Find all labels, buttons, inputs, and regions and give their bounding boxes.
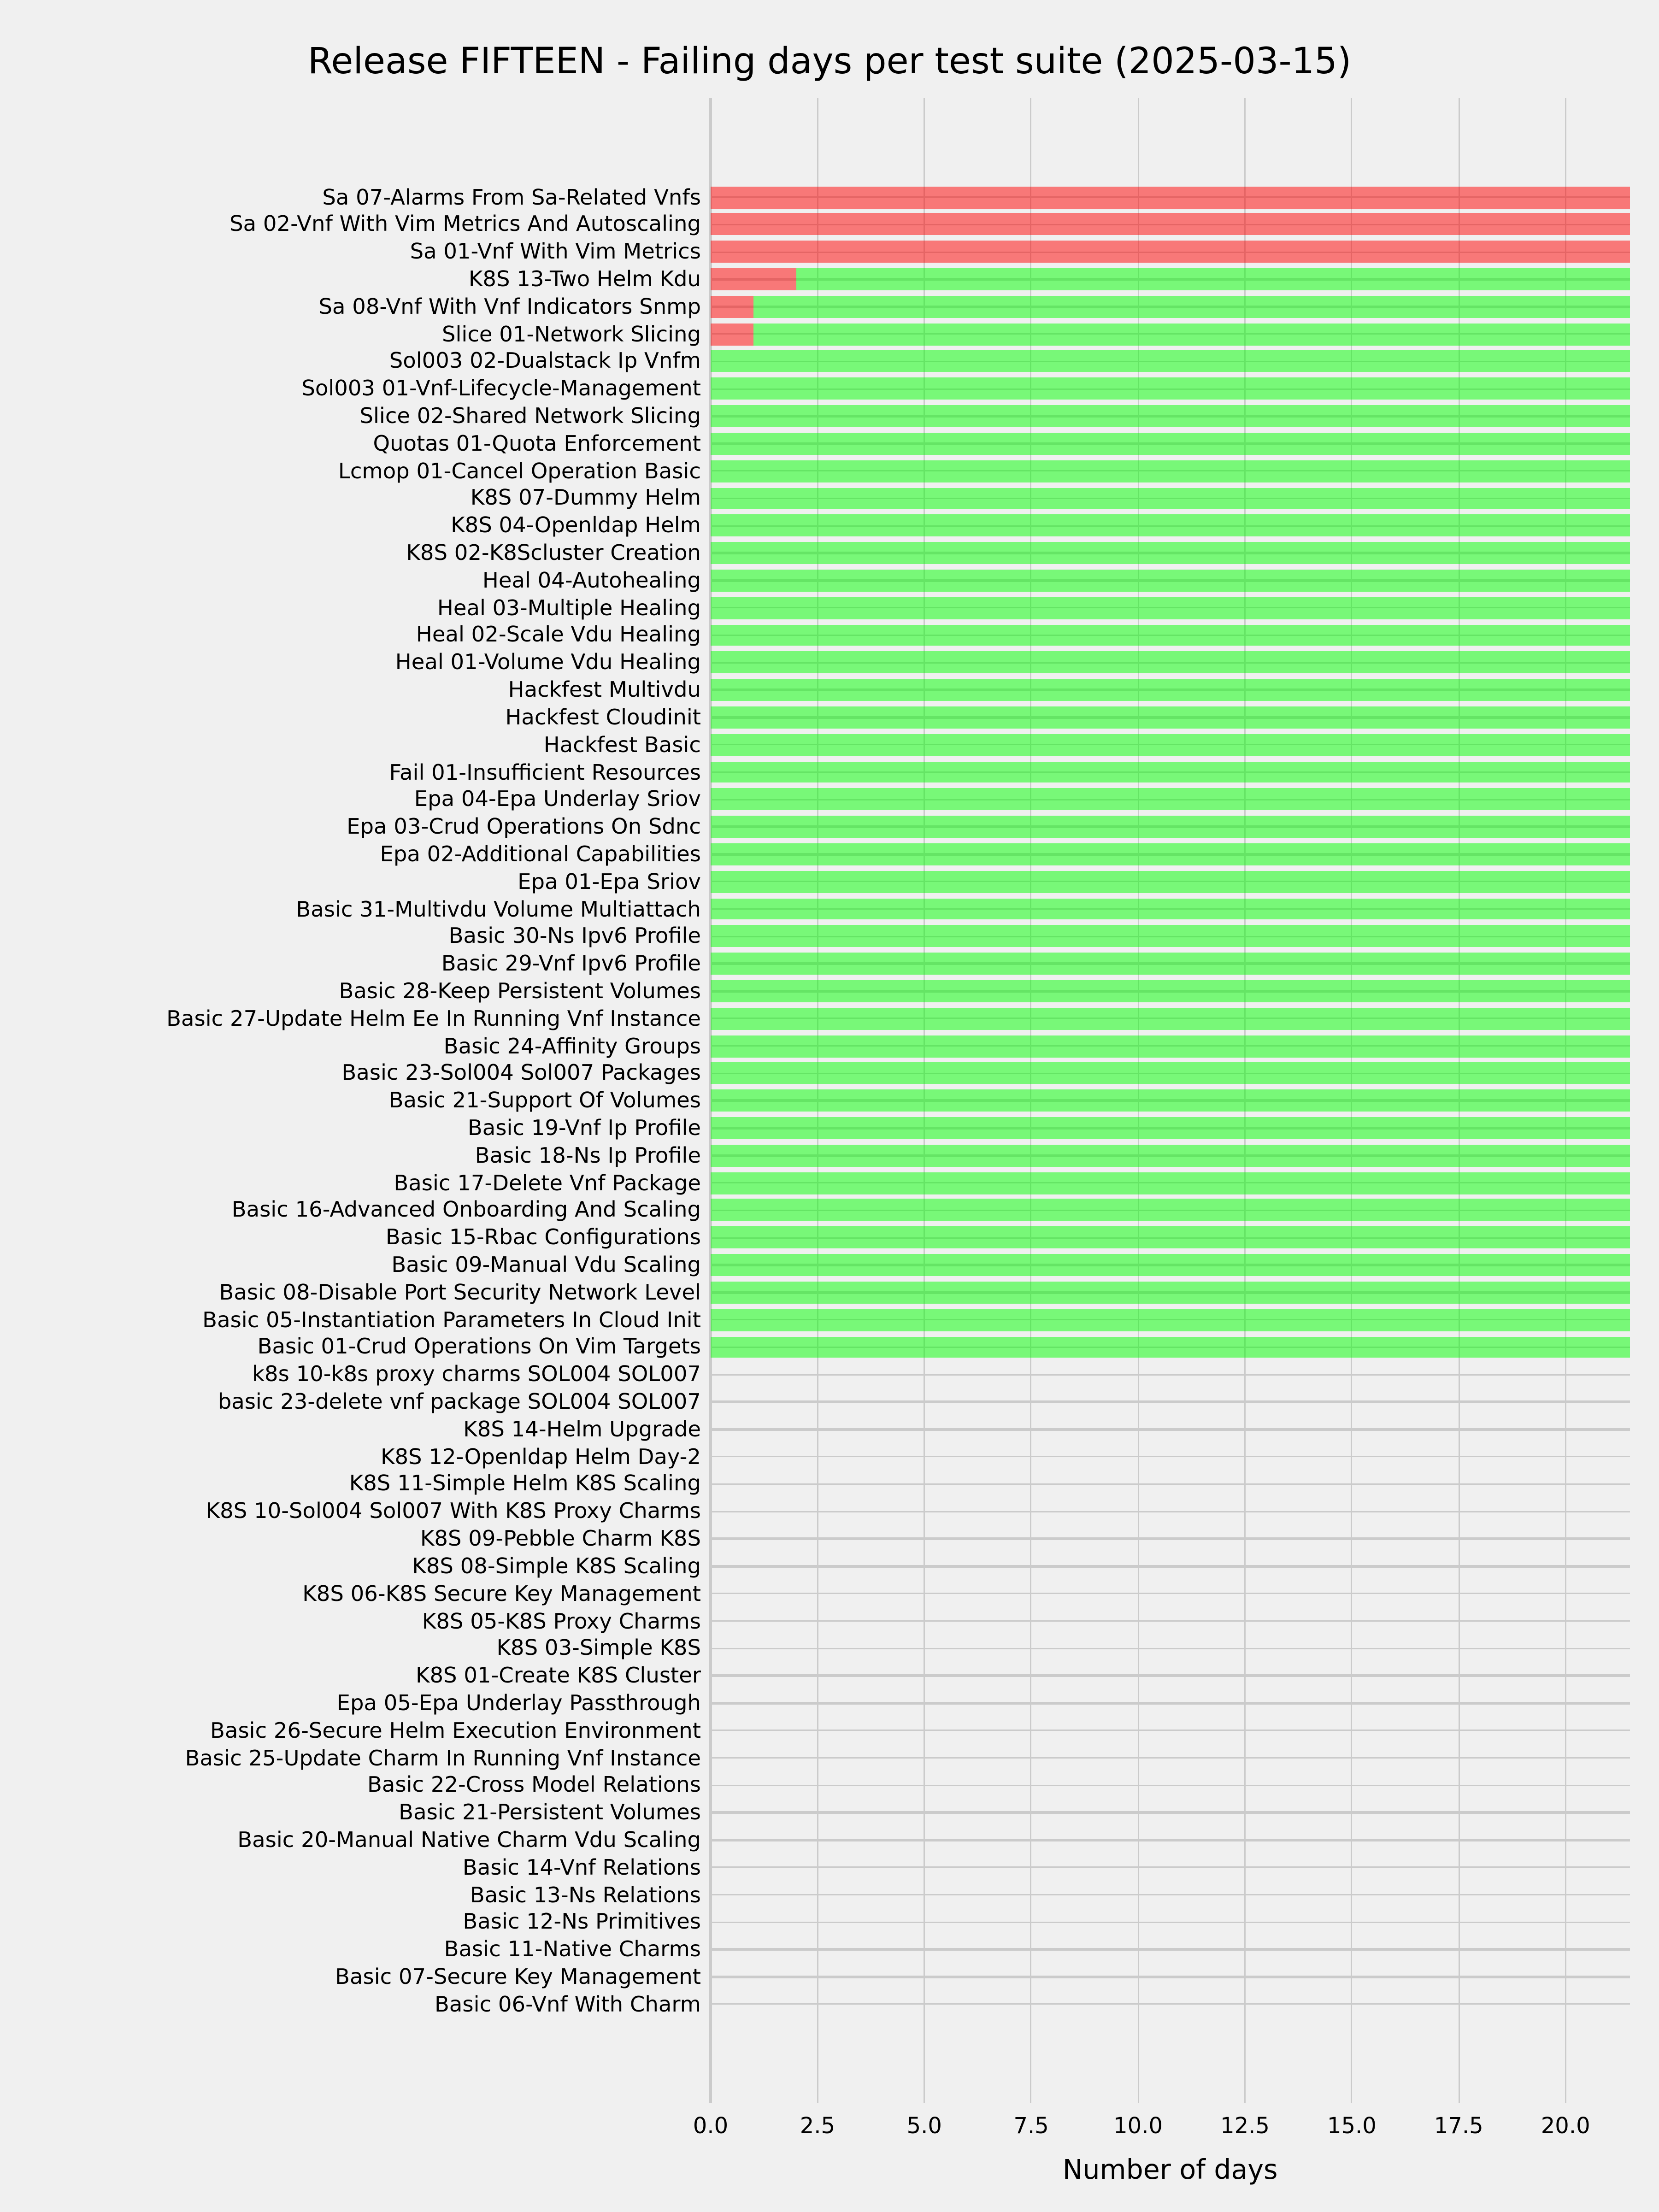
h-gridline bbox=[711, 1538, 1630, 1540]
bar-segment-passing bbox=[711, 816, 1630, 838]
y-tick-label: Basic 06-Vnf With Charm bbox=[435, 1992, 701, 2017]
y-tick-label: Basic 27-Update Helm Ee In Running Vnf Instance bbox=[166, 1006, 701, 1031]
y-tick-label: Basic 24-Affinity Groups bbox=[443, 1033, 701, 1059]
bar-row bbox=[711, 980, 1630, 1002]
bar-segment-passing bbox=[711, 1117, 1630, 1139]
bar-row bbox=[711, 570, 1630, 592]
y-tick-label: K8S 11-Simple Helm K8S Scaling bbox=[349, 1471, 701, 1497]
bar-row bbox=[711, 542, 1630, 564]
h-gridline bbox=[711, 1866, 1630, 1868]
bar-row bbox=[711, 433, 1630, 455]
bar-row bbox=[711, 652, 1630, 674]
bar-segment-passing bbox=[711, 788, 1630, 811]
bar-row bbox=[711, 515, 1630, 537]
bar-row bbox=[711, 1199, 1630, 1221]
y-tick-label: Hackfest Basic bbox=[543, 732, 701, 758]
y-tick-label: Basic 14-Vnf Relations bbox=[462, 1855, 701, 1880]
bar-segment-passing bbox=[711, 1090, 1630, 1112]
y-tick-label: Basic 13-Ns Relations bbox=[470, 1882, 701, 1907]
y-tick-label: Basic 08-Disable Port Security Network Level bbox=[219, 1280, 701, 1305]
y-tick-label: Heal 02-Scale Vdu Healing bbox=[416, 623, 701, 648]
h-gridline bbox=[711, 1757, 1630, 1759]
h-gridline bbox=[711, 1976, 1630, 1978]
bar-segment-passing bbox=[711, 597, 1630, 619]
bar-segment-passing bbox=[711, 378, 1630, 400]
y-tick-label: K8S 03-Simple K8S bbox=[496, 1635, 701, 1661]
y-tick-label: Basic 05-Instantiation Parameters In Cloud Init bbox=[202, 1307, 701, 1332]
x-tick-label: 17.5 bbox=[1434, 2112, 1483, 2139]
bar-row bbox=[711, 1254, 1630, 1276]
y-tick-label: K8S 13-Two Helm Kdu bbox=[468, 267, 701, 292]
h-gridline bbox=[711, 1428, 1630, 1430]
bar-segment-passing bbox=[711, 405, 1630, 427]
y-tick-label: Hackfest Cloudinit bbox=[505, 705, 701, 730]
h-gridline bbox=[711, 1456, 1630, 1458]
bar-segment-failing bbox=[711, 241, 1630, 263]
x-tick-label: 12.5 bbox=[1220, 2112, 1270, 2139]
y-tick-label: K8S 10-Sol004 Sol007 With K8S Proxy Charms bbox=[206, 1499, 701, 1524]
bar-row bbox=[711, 268, 1630, 290]
bar-row bbox=[711, 1062, 1630, 1084]
y-tick-label: Sol003 02-Dualstack Ip Vnfm bbox=[389, 349, 701, 374]
y-tick-label: K8S 09-Pebble Charm K8S bbox=[420, 1526, 701, 1552]
y-tick-label: Basic 07-Secure Key Management bbox=[335, 1964, 701, 1989]
y-tick-label: K8S 06-K8S Secure Key Management bbox=[302, 1581, 701, 1606]
bar-segment-failing bbox=[711, 323, 753, 345]
plot-area bbox=[711, 98, 1630, 2103]
bar-segment-passing bbox=[711, 488, 1630, 510]
bar-segment-failing bbox=[711, 268, 796, 290]
y-tick-label: Sa 07-Alarms From Sa-Related Vnfs bbox=[322, 184, 701, 210]
bar-segment-passing bbox=[711, 515, 1630, 537]
bar-row bbox=[711, 925, 1630, 947]
y-tick-label: Heal 01-Volume Vdu Healing bbox=[395, 650, 701, 675]
bar-segment-passing bbox=[711, 1172, 1630, 1194]
bar-row bbox=[711, 213, 1630, 235]
y-tick-label: K8S 08-Simple K8S Scaling bbox=[412, 1553, 701, 1579]
bar-row bbox=[711, 816, 1630, 838]
bar-segment-passing bbox=[711, 1199, 1630, 1221]
y-tick-label: Basic 29-Vnf Ipv6 Profile bbox=[441, 951, 701, 977]
bar-segment-failing bbox=[711, 296, 753, 318]
bar-row bbox=[711, 1007, 1630, 1030]
bar-row bbox=[711, 186, 1630, 208]
bar-segment-passing bbox=[711, 953, 1630, 975]
y-tick-label: Basic 01-Crud Operations On Vim Targets bbox=[257, 1335, 701, 1360]
y-tick-label: k8s 10-k8s proxy charms SOL004 SOL007 bbox=[252, 1362, 701, 1387]
h-gridline bbox=[711, 1948, 1630, 1950]
bar-row bbox=[711, 679, 1630, 701]
x-tick-label: 0.0 bbox=[693, 2112, 729, 2139]
bar-row bbox=[711, 1090, 1630, 1112]
y-tick-label: Epa 04-Epa Underlay Sriov bbox=[414, 787, 701, 812]
y-tick-label: Basic 09-Manual Vdu Scaling bbox=[391, 1253, 701, 1278]
bar-segment-passing bbox=[711, 1035, 1630, 1057]
y-tick-label: K8S 02-K8Scluster Creation bbox=[406, 541, 701, 566]
y-tick-label: basic 23-delete vnf package SOL004 SOL007 bbox=[218, 1389, 701, 1415]
bar-segment-passing bbox=[753, 323, 1630, 345]
h-gridline bbox=[711, 1374, 1630, 1376]
y-tick-label: Heal 03-Multiple Healing bbox=[437, 595, 701, 621]
bar-segment-passing bbox=[711, 1336, 1630, 1359]
y-tick-label: Basic 18-Ns Ip Profile bbox=[475, 1143, 701, 1168]
bar-segment-passing bbox=[711, 570, 1630, 592]
bar-row bbox=[711, 1336, 1630, 1359]
y-tick-label: Epa 01-Epa Sriov bbox=[518, 869, 701, 894]
h-gridline bbox=[711, 1511, 1630, 1512]
bar-row bbox=[711, 706, 1630, 729]
bar-row bbox=[711, 1172, 1630, 1194]
y-tick-label: Epa 02-Additional Capabilities bbox=[380, 841, 701, 867]
y-tick-label: Basic 31-Multivdu Volume Multiattach bbox=[296, 896, 701, 922]
bar-row bbox=[711, 241, 1630, 263]
bar-segment-passing bbox=[796, 268, 1630, 290]
y-tick-label: Basic 30-Ns Ipv6 Profile bbox=[448, 924, 701, 949]
y-tick-label: K8S 04-Openldap Helm bbox=[451, 513, 701, 538]
x-tick-label: 15.0 bbox=[1327, 2112, 1377, 2139]
y-tick-label: Basic 25-Update Charm In Running Vnf Instance bbox=[185, 1745, 701, 1771]
bar-row bbox=[711, 488, 1630, 510]
y-tick-label: Lcmop 01-Cancel Operation Basic bbox=[338, 458, 701, 483]
y-tick-label: Basic 28-Keep Persistent Volumes bbox=[339, 978, 701, 1004]
bar-row bbox=[711, 460, 1630, 482]
bar-row bbox=[711, 1227, 1630, 1249]
bar-segment-passing bbox=[711, 980, 1630, 1002]
h-gridline bbox=[711, 1565, 1630, 1567]
bar-segment-passing bbox=[711, 761, 1630, 783]
h-gridline bbox=[711, 1784, 1630, 1786]
h-gridline bbox=[711, 1620, 1630, 1622]
bar-segment-passing bbox=[711, 433, 1630, 455]
y-tick-label: Basic 21-Persistent Volumes bbox=[399, 1800, 701, 1825]
h-gridline bbox=[711, 1839, 1630, 1841]
bar-segment-passing bbox=[753, 296, 1630, 318]
bar-segment-passing bbox=[711, 1309, 1630, 1331]
y-tick-label: Basic 15-Rbac Configurations bbox=[385, 1225, 701, 1250]
y-tick-label: Hackfest Multivdu bbox=[508, 677, 701, 703]
y-tick-label: Sa 02-Vnf With Vim Metrics And Autoscaling bbox=[229, 212, 701, 237]
bar-segment-passing bbox=[711, 350, 1630, 372]
chart-title: Release FIFTEEN - Failing days per test suite (2025-03-15) bbox=[307, 41, 1352, 83]
y-tick-label: Basic 21-Support Of Volumes bbox=[388, 1088, 701, 1113]
bar-row bbox=[711, 350, 1630, 372]
x-tick-label: 2.5 bbox=[800, 2112, 835, 2139]
y-tick-label: Basic 17-Delete Vnf Package bbox=[394, 1170, 701, 1195]
bar-row bbox=[711, 378, 1630, 400]
bar-row bbox=[711, 953, 1630, 975]
h-gridline bbox=[711, 1483, 1630, 1485]
bar-row bbox=[711, 1035, 1630, 1057]
bar-row bbox=[711, 405, 1630, 427]
bar-row bbox=[711, 843, 1630, 865]
bar-segment-passing bbox=[711, 1254, 1630, 1276]
bar-segment-passing bbox=[711, 624, 1630, 647]
bar-row bbox=[711, 1117, 1630, 1139]
bar-row bbox=[711, 761, 1630, 783]
y-tick-label: Basic 19-Vnf Ip Profile bbox=[467, 1116, 701, 1141]
y-tick-label: Basic 16-Advanced Onboarding And Scaling bbox=[231, 1198, 701, 1223]
bar-row bbox=[711, 296, 1630, 318]
x-tick-label: 10.0 bbox=[1113, 2112, 1163, 2139]
h-gridline bbox=[711, 1401, 1630, 1403]
h-gridline bbox=[711, 1702, 1630, 1704]
bar-row bbox=[711, 1145, 1630, 1167]
h-gridline bbox=[711, 1675, 1630, 1677]
bar-row bbox=[711, 624, 1630, 647]
y-tick-label: Basic 26-Secure Helm Execution Environment bbox=[210, 1718, 701, 1743]
x-tick-label: 7.5 bbox=[1013, 2112, 1049, 2139]
y-tick-label: Basic 12-Ns Primitives bbox=[463, 1910, 701, 1935]
y-tick-label: Fail 01-Insufficient Resources bbox=[389, 759, 701, 785]
bar-segment-passing bbox=[711, 706, 1630, 729]
h-gridline bbox=[711, 1894, 1630, 1896]
bar-segment-failing bbox=[711, 213, 1630, 235]
bar-row bbox=[711, 898, 1630, 920]
y-tick-label: Epa 05-Epa Underlay Passthrough bbox=[336, 1690, 701, 1716]
bar-segment-passing bbox=[711, 871, 1630, 893]
bar-segment-passing bbox=[711, 652, 1630, 674]
h-gridline bbox=[711, 1812, 1630, 1813]
h-gridline bbox=[711, 1730, 1630, 1731]
y-tick-label: Basic 11-Native Charms bbox=[444, 1937, 701, 1962]
y-tick-label: Epa 03-Crud Operations On Sdnc bbox=[347, 814, 701, 840]
y-tick-label: K8S 05-K8S Proxy Charms bbox=[422, 1608, 701, 1634]
bar-segment-passing bbox=[711, 679, 1630, 701]
bar-segment-passing bbox=[711, 1145, 1630, 1167]
bar-row bbox=[711, 1309, 1630, 1331]
y-tick-label: K8S 01-Create K8S Cluster bbox=[415, 1663, 701, 1688]
y-tick-label: Sol003 01-Vnf-Lifecycle-Management bbox=[301, 376, 701, 401]
bar-row bbox=[711, 1282, 1630, 1304]
y-tick-label: K8S 07-Dummy Helm bbox=[470, 486, 701, 511]
h-gridline bbox=[711, 1647, 1630, 1649]
x-tick-label: 5.0 bbox=[906, 2112, 942, 2139]
bar-segment-passing bbox=[711, 1227, 1630, 1249]
bar-row bbox=[711, 871, 1630, 893]
h-gridline bbox=[711, 2003, 1630, 2005]
x-axis-title: Number of days bbox=[1062, 2154, 1278, 2186]
y-tick-label: K8S 14-Helm Upgrade bbox=[463, 1417, 701, 1442]
bar-segment-passing bbox=[711, 734, 1630, 756]
y-tick-label: K8S 12-Openldap Helm Day-2 bbox=[380, 1444, 701, 1470]
bar-row bbox=[711, 788, 1630, 811]
bar-row bbox=[711, 734, 1630, 756]
bar-segment-passing bbox=[711, 1007, 1630, 1030]
bar-segment-passing bbox=[711, 843, 1630, 865]
bar-segment-passing bbox=[711, 925, 1630, 947]
y-tick-label: Basic 22-Cross Model Relations bbox=[367, 1773, 701, 1798]
bar-segment-passing bbox=[711, 898, 1630, 920]
bar-row bbox=[711, 597, 1630, 619]
y-tick-label: Basic 23-Sol004 Sol007 Packages bbox=[341, 1061, 701, 1086]
y-tick-label: Sa 01-Vnf With Vim Metrics bbox=[410, 239, 701, 265]
y-tick-label: Basic 20-Manual Native Charm Vdu Scaling bbox=[237, 1827, 701, 1853]
y-tick-label: Heal 04-Autohealing bbox=[482, 568, 701, 593]
bar-segment-passing bbox=[711, 1282, 1630, 1304]
y-tick-label: Sa 08-Vnf With Vnf Indicators Snmp bbox=[318, 294, 701, 319]
bar-segment-failing bbox=[711, 186, 1630, 208]
bar-row bbox=[711, 323, 1630, 345]
y-tick-label: Quotas 01-Quota Enforcement bbox=[373, 431, 701, 456]
bar-segment-passing bbox=[711, 1062, 1630, 1084]
y-tick-label: Slice 02-Shared Network Slicing bbox=[359, 404, 701, 429]
y-tick-label: Slice 01-Network Slicing bbox=[441, 321, 701, 347]
bar-segment-passing bbox=[711, 542, 1630, 564]
h-gridline bbox=[711, 1593, 1630, 1594]
bar-segment-passing bbox=[711, 460, 1630, 482]
x-tick-label: 20.0 bbox=[1541, 2112, 1590, 2139]
h-gridline bbox=[711, 1921, 1630, 1923]
